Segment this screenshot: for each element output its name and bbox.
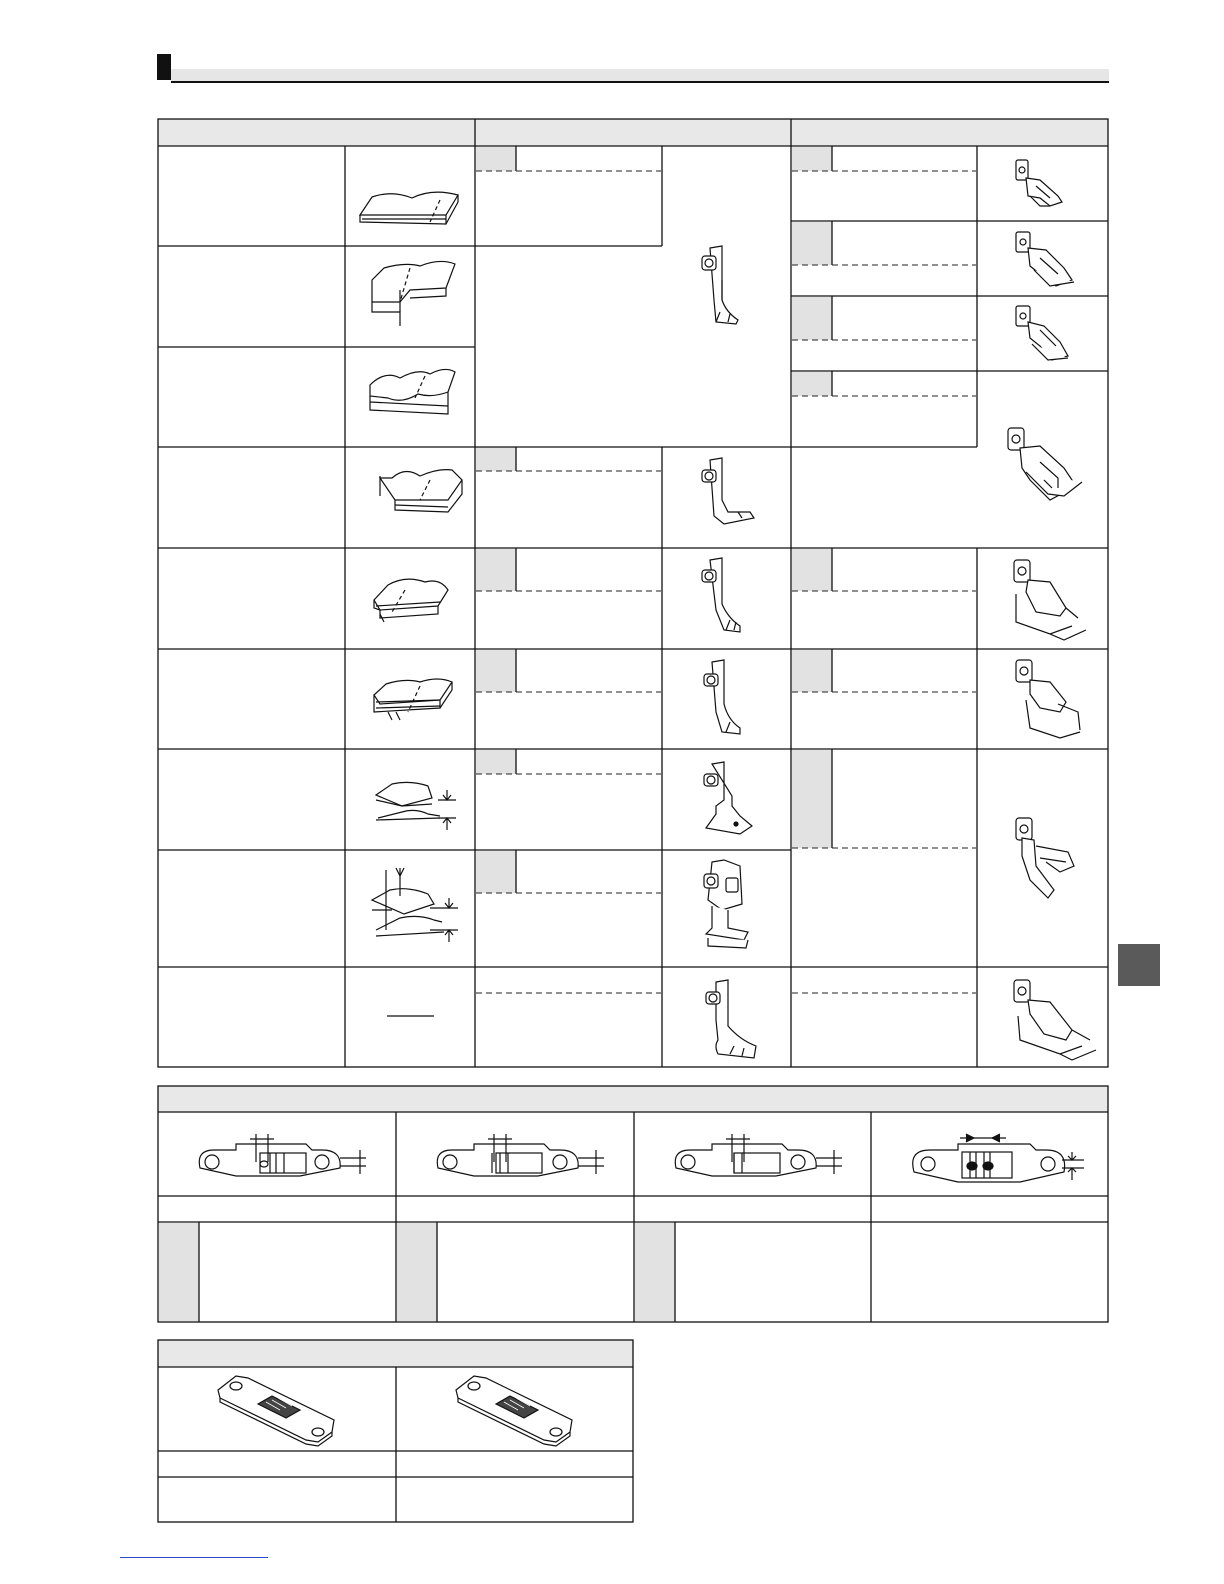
- footer-link-underline[interactable]: [120, 1557, 268, 1558]
- needle-plate-a-icon: [218, 1376, 334, 1446]
- needle-plate-b-icon: [456, 1376, 572, 1446]
